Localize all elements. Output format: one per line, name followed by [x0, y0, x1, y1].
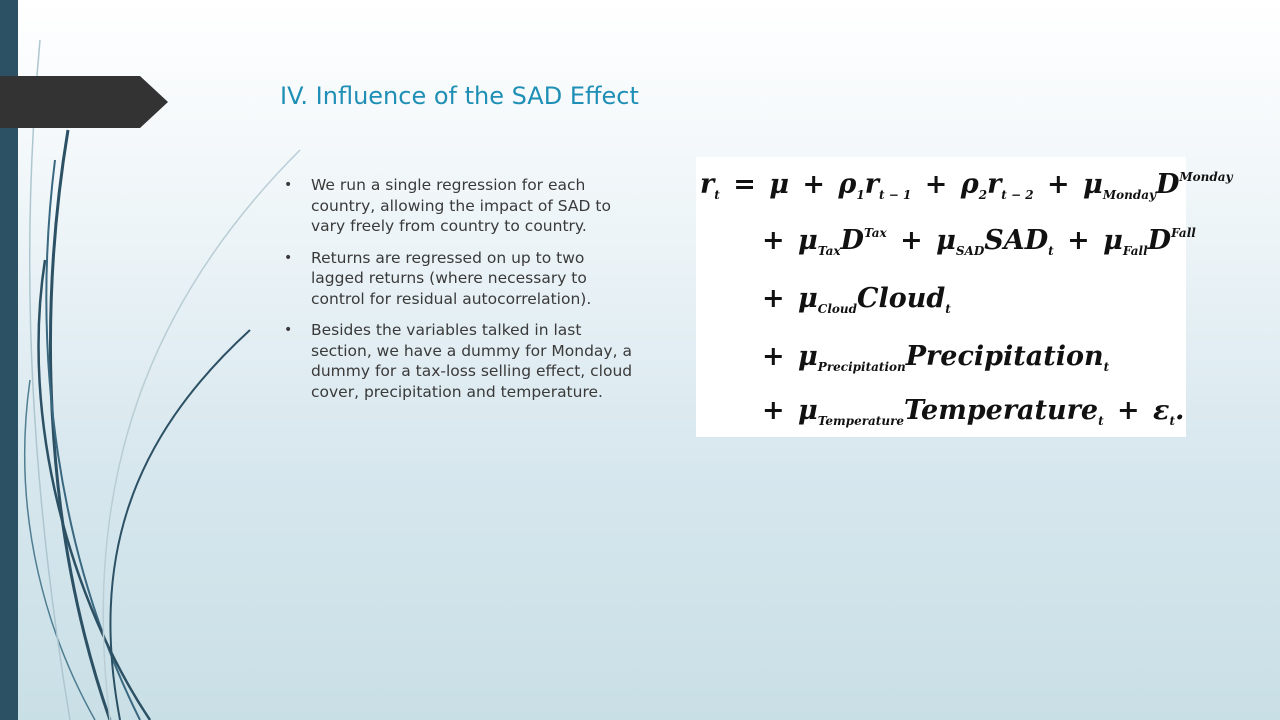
- bullet-item: [284, 175, 634, 237]
- equation-line-1: $r_t = \mu + \rho_1r_{t - 1} + \rho_2r_{t - 2} + \mu_{Monday}D^{Monday}$: [700, 169, 1233, 202]
- bullet-item: [284, 320, 634, 402]
- equation-line-3: + $\mu_{Cloud}Cloud_t$: [762, 283, 951, 316]
- equation-line-4: + $\mu_{Precipitation}Precipitation_t$: [762, 341, 1110, 374]
- bullet-marker: •: [284, 322, 293, 338]
- regression-equation-image: [696, 157, 1233, 437]
- equation-line-5: + $\mu_{Temperature}Temperature_t + \varepsilon_t$.: [762, 395, 1185, 428]
- bullet-item: [284, 248, 634, 310]
- bullet-list: [284, 175, 634, 413]
- title-tab-shape: [0, 76, 168, 128]
- slide-title: IV. Influence of the SAD Effect: [280, 82, 639, 110]
- equation-line-2: + $\mu_{Tax}D^{Tax} + \mu_{SAD}SAD_t + \mu_{Fall}D^{Fall}$: [762, 225, 1196, 258]
- bullet-text: Besides the variables talked in last section, we have a dummy for Monday, a dummy for a tax-loss selling effect, cloud cover, precipitation and temperature.: [311, 321, 633, 401]
- bullet-marker: •: [284, 177, 293, 193]
- bullet-text: We run a single regression for each country, allowing the impact of SAD to vary freely from country to country.: [311, 176, 611, 235]
- bullet-marker: •: [284, 249, 293, 266]
- bullet-text: Returns are regressed on up to two lagged returns (where necessary to control for residual autocorrelation).: [311, 248, 592, 308]
